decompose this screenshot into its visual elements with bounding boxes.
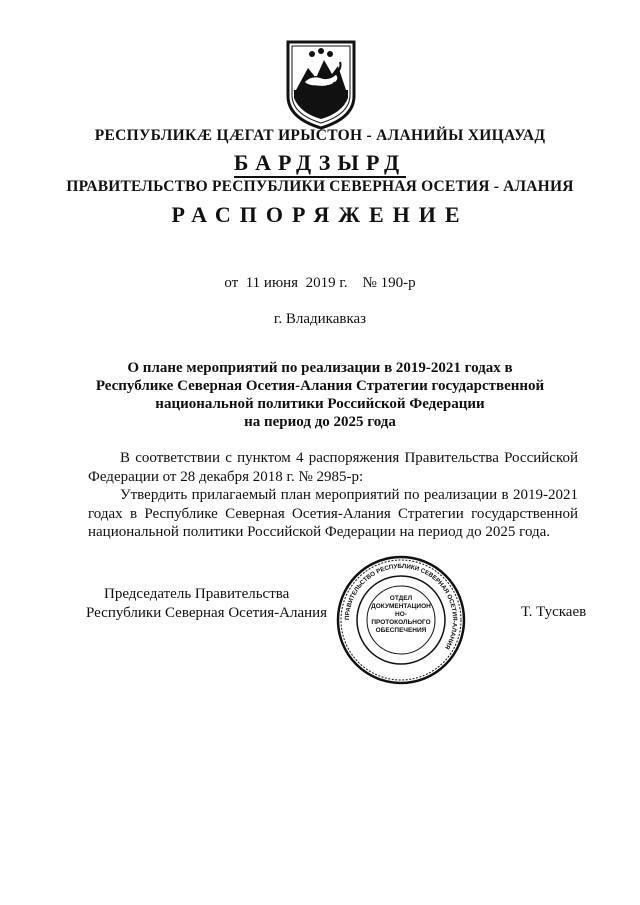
body-paragraph: В соответствии с пунктом 4 распоряжения Правительства Российской Федерации от 28 декабря 2018 г. № 2985-р: bbox=[88, 450, 578, 485]
seal-inner-text: ОТДЕЛ ДОКУМЕНТАЦИОННО-ПРОТОКОЛЬНОГО ОБЕСПЕЧЕНИЯ bbox=[371, 595, 431, 634]
body-paragraph: Утвердить прилагаемый план мероприятий по реализации в 2019-2021 годах в Республике Северная Осетия-Алания Стратегии государственной национальной политики Российской Федерации на период до 2025 года. bbox=[88, 487, 578, 540]
title-line: на период до 2025 года bbox=[244, 414, 396, 430]
header-ossetian: РЕСПУБЛИКÆ ЦÆГАТ ИРЫСТОН - АЛАНИЙЫ ХИЦАУАД bbox=[94, 127, 546, 144]
signatory-name: Т. Тускаев bbox=[521, 604, 587, 620]
title-line: О плане мероприятий по реализации в 2019-2021 годах в bbox=[127, 360, 513, 376]
title-line: национальной политики Российской Федерации bbox=[155, 396, 485, 412]
svg-text:ПРАВИТЕЛЬСТВО РЕСПУБЛИКИ СЕВЕР: ПРАВИТЕЛЬСТВО РЕСПУБЛИКИ СЕВЕРНАЯ ОСЕТИЯ-АЛАНИЯ bbox=[343, 562, 459, 651]
header-rasporyazhenie: РАСПОРЯЖЕНИЕ bbox=[171, 202, 469, 227]
document-body bbox=[88, 449, 578, 542]
coat-of-arms-emblem-icon bbox=[282, 38, 360, 130]
document-date-number: от 11 июня 2019 г. № 190-р bbox=[224, 275, 416, 291]
title-line: Республике Северная Осетия-Алания Стратегии государственной bbox=[95, 378, 545, 394]
header-government: ПРАВИТЕЛЬСТВО РЕСПУБЛИКИ СЕВЕРНАЯ ОСЕТИЯ - АЛАНИЯ bbox=[66, 178, 574, 195]
header-bardzyrd: БАРДЗЫРД bbox=[0, 150, 640, 176]
document-title bbox=[60, 359, 580, 431]
document-city: г. Владикавказ bbox=[273, 311, 367, 327]
signatory-position bbox=[86, 585, 327, 623]
signatory-position-line2: Республики Северная Осетия-Алания bbox=[86, 605, 328, 621]
official-seal-icon bbox=[332, 555, 470, 685]
signatory-position-line1: Председатель Правительства bbox=[104, 586, 290, 602]
